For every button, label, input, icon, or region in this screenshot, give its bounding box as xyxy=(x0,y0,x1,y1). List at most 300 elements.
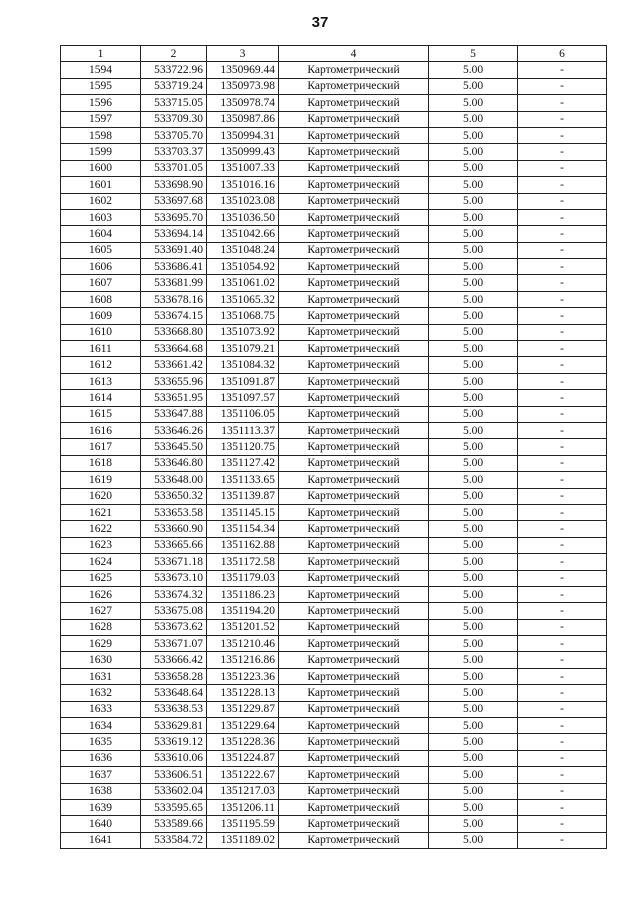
point-number-cell: 1637 xyxy=(61,767,141,783)
accuracy-cell: 5.00 xyxy=(429,406,518,422)
note-cell: - xyxy=(518,734,607,750)
accuracy-cell: 5.00 xyxy=(429,308,518,324)
note-cell: - xyxy=(518,390,607,406)
y-coordinate-cell: 1351179.03 xyxy=(207,570,279,586)
method-cell: Картометрический xyxy=(279,488,429,504)
x-coordinate-cell: 533665.66 xyxy=(141,537,207,553)
x-coordinate-cell: 533658.28 xyxy=(141,668,207,684)
note-cell: - xyxy=(518,750,607,766)
method-cell: Картометрический xyxy=(279,291,429,307)
accuracy-cell: 5.00 xyxy=(429,521,518,537)
accuracy-cell: 5.00 xyxy=(429,701,518,717)
method-cell: Картометрический xyxy=(279,439,429,455)
accuracy-cell: 5.00 xyxy=(429,636,518,652)
y-coordinate-cell: 1351036.50 xyxy=(207,209,279,225)
point-number-cell: 1619 xyxy=(61,472,141,488)
method-cell: Картометрический xyxy=(279,652,429,668)
method-cell: Картометрический xyxy=(279,570,429,586)
method-cell: Картометрический xyxy=(279,783,429,799)
accuracy-cell: 5.00 xyxy=(429,78,518,94)
method-cell: Картометрический xyxy=(279,832,429,848)
table-row xyxy=(61,521,607,537)
method-cell: Картометрический xyxy=(279,242,429,258)
accuracy-cell: 5.00 xyxy=(429,127,518,143)
method-cell: Картометрический xyxy=(279,734,429,750)
y-coordinate-cell: 1350999.43 xyxy=(207,144,279,160)
x-coordinate-cell: 533653.58 xyxy=(141,504,207,520)
method-cell: Картометрический xyxy=(279,685,429,701)
point-number-cell: 1608 xyxy=(61,291,141,307)
note-cell: - xyxy=(518,193,607,209)
point-number-cell: 1640 xyxy=(61,816,141,832)
x-coordinate-cell: 533722.96 xyxy=(141,62,207,78)
y-coordinate-cell: 1350969.44 xyxy=(207,62,279,78)
y-coordinate-cell: 1351229.87 xyxy=(207,701,279,717)
method-cell: Картометрический xyxy=(279,144,429,160)
accuracy-cell: 5.00 xyxy=(429,652,518,668)
table-row xyxy=(61,390,607,406)
note-cell: - xyxy=(518,357,607,373)
point-number-cell: 1597 xyxy=(61,111,141,127)
point-number-cell: 1595 xyxy=(61,78,141,94)
table-row xyxy=(61,275,607,291)
accuracy-cell: 5.00 xyxy=(429,554,518,570)
note-cell: - xyxy=(518,177,607,193)
table-row xyxy=(61,78,607,94)
note-cell: - xyxy=(518,324,607,340)
accuracy-cell: 5.00 xyxy=(429,455,518,471)
x-coordinate-cell: 533610.06 xyxy=(141,750,207,766)
note-cell: - xyxy=(518,422,607,438)
table-row xyxy=(61,193,607,209)
accuracy-cell: 5.00 xyxy=(429,685,518,701)
table-row xyxy=(61,701,607,717)
column-header: 3 xyxy=(207,46,279,62)
x-coordinate-cell: 533673.10 xyxy=(141,570,207,586)
x-coordinate-cell: 533673.62 xyxy=(141,619,207,635)
y-coordinate-cell: 1351222.67 xyxy=(207,767,279,783)
method-cell: Картометрический xyxy=(279,160,429,176)
x-coordinate-cell: 533638.53 xyxy=(141,701,207,717)
x-coordinate-cell: 533681.99 xyxy=(141,275,207,291)
y-coordinate-cell: 1351084.32 xyxy=(207,357,279,373)
note-cell: - xyxy=(518,95,607,111)
note-cell: - xyxy=(518,226,607,242)
y-coordinate-cell: 1350973.98 xyxy=(207,78,279,94)
note-cell: - xyxy=(518,718,607,734)
accuracy-cell: 5.00 xyxy=(429,373,518,389)
note-cell: - xyxy=(518,685,607,701)
method-cell: Картометрический xyxy=(279,504,429,520)
table-row xyxy=(61,816,607,832)
table-row xyxy=(61,422,607,438)
method-cell: Картометрический xyxy=(279,62,429,78)
point-number-cell: 1612 xyxy=(61,357,141,373)
note-cell: - xyxy=(518,783,607,799)
method-cell: Картометрический xyxy=(279,521,429,537)
point-number-cell: 1601 xyxy=(61,177,141,193)
x-coordinate-cell: 533703.37 xyxy=(141,144,207,160)
note-cell: - xyxy=(518,537,607,553)
accuracy-cell: 5.00 xyxy=(429,750,518,766)
method-cell: Картометрический xyxy=(279,127,429,143)
x-coordinate-cell: 533645.50 xyxy=(141,439,207,455)
point-number-cell: 1618 xyxy=(61,455,141,471)
y-coordinate-cell: 1351120.75 xyxy=(207,439,279,455)
point-number-cell: 1599 xyxy=(61,144,141,160)
accuracy-cell: 5.00 xyxy=(429,291,518,307)
method-cell: Картометрический xyxy=(279,799,429,815)
table-row xyxy=(61,570,607,586)
method-cell: Картометрический xyxy=(279,226,429,242)
table-row xyxy=(61,652,607,668)
column-header: 6 xyxy=(518,46,607,62)
accuracy-cell: 5.00 xyxy=(429,816,518,832)
accuracy-cell: 5.00 xyxy=(429,177,518,193)
x-coordinate-cell: 533678.16 xyxy=(141,291,207,307)
note-cell: - xyxy=(518,832,607,848)
accuracy-cell: 5.00 xyxy=(429,226,518,242)
accuracy-cell: 5.00 xyxy=(429,390,518,406)
x-coordinate-cell: 533666.42 xyxy=(141,652,207,668)
column-header: 5 xyxy=(429,46,518,62)
x-coordinate-cell: 533646.80 xyxy=(141,455,207,471)
accuracy-cell: 5.00 xyxy=(429,242,518,258)
point-number-cell: 1604 xyxy=(61,226,141,242)
method-cell: Картометрический xyxy=(279,308,429,324)
y-coordinate-cell: 1351201.52 xyxy=(207,619,279,635)
x-coordinate-cell: 533661.42 xyxy=(141,357,207,373)
method-cell: Картометрический xyxy=(279,701,429,717)
method-cell: Картометрический xyxy=(279,177,429,193)
note-cell: - xyxy=(518,504,607,520)
point-number-cell: 1607 xyxy=(61,275,141,291)
point-number-cell: 1598 xyxy=(61,127,141,143)
x-coordinate-cell: 533698.90 xyxy=(141,177,207,193)
x-coordinate-cell: 533655.96 xyxy=(141,373,207,389)
accuracy-cell: 5.00 xyxy=(429,570,518,586)
y-coordinate-cell: 1351106.05 xyxy=(207,406,279,422)
y-coordinate-cell: 1351127.42 xyxy=(207,455,279,471)
table-row xyxy=(61,619,607,635)
method-cell: Картометрический xyxy=(279,668,429,684)
table-row xyxy=(61,472,607,488)
note-cell: - xyxy=(518,406,607,422)
x-coordinate-cell: 533715.05 xyxy=(141,95,207,111)
note-cell: - xyxy=(518,111,607,127)
accuracy-cell: 5.00 xyxy=(429,357,518,373)
point-number-cell: 1602 xyxy=(61,193,141,209)
y-coordinate-cell: 1351229.64 xyxy=(207,718,279,734)
table-row xyxy=(61,685,607,701)
accuracy-cell: 5.00 xyxy=(429,603,518,619)
point-number-cell: 1636 xyxy=(61,750,141,766)
table-row xyxy=(61,832,607,848)
x-coordinate-cell: 533648.00 xyxy=(141,472,207,488)
accuracy-cell: 5.00 xyxy=(429,422,518,438)
note-cell: - xyxy=(518,603,607,619)
x-coordinate-cell: 533619.12 xyxy=(141,734,207,750)
accuracy-cell: 5.00 xyxy=(429,718,518,734)
table-row xyxy=(61,636,607,652)
accuracy-cell: 5.00 xyxy=(429,734,518,750)
table-row xyxy=(61,439,607,455)
point-number-cell: 1627 xyxy=(61,603,141,619)
table-header-row xyxy=(61,46,607,62)
x-coordinate-cell: 533651.95 xyxy=(141,390,207,406)
point-number-cell: 1611 xyxy=(61,341,141,357)
accuracy-cell: 5.00 xyxy=(429,95,518,111)
y-coordinate-cell: 1351054.92 xyxy=(207,259,279,275)
y-coordinate-cell: 1351133.65 xyxy=(207,472,279,488)
table-row xyxy=(61,226,607,242)
y-coordinate-cell: 1351195.59 xyxy=(207,816,279,832)
y-coordinate-cell: 1351023.08 xyxy=(207,193,279,209)
point-number-cell: 1621 xyxy=(61,504,141,520)
table-row xyxy=(61,718,607,734)
y-coordinate-cell: 1351223.36 xyxy=(207,668,279,684)
note-cell: - xyxy=(518,488,607,504)
accuracy-cell: 5.00 xyxy=(429,275,518,291)
method-cell: Картометрический xyxy=(279,586,429,602)
table-row xyxy=(61,668,607,684)
method-cell: Картометрический xyxy=(279,554,429,570)
method-cell: Картометрический xyxy=(279,373,429,389)
y-coordinate-cell: 1351228.13 xyxy=(207,685,279,701)
accuracy-cell: 5.00 xyxy=(429,160,518,176)
note-cell: - xyxy=(518,62,607,78)
note-cell: - xyxy=(518,144,607,160)
accuracy-cell: 5.00 xyxy=(429,832,518,848)
method-cell: Картометрический xyxy=(279,537,429,553)
note-cell: - xyxy=(518,816,607,832)
accuracy-cell: 5.00 xyxy=(429,324,518,340)
point-number-cell: 1631 xyxy=(61,668,141,684)
note-cell: - xyxy=(518,701,607,717)
point-number-cell: 1628 xyxy=(61,619,141,635)
accuracy-cell: 5.00 xyxy=(429,586,518,602)
point-number-cell: 1625 xyxy=(61,570,141,586)
table-row xyxy=(61,504,607,520)
x-coordinate-cell: 533674.15 xyxy=(141,308,207,324)
method-cell: Картометрический xyxy=(279,259,429,275)
point-number-cell: 1622 xyxy=(61,521,141,537)
y-coordinate-cell: 1350987.86 xyxy=(207,111,279,127)
x-coordinate-cell: 533719.24 xyxy=(141,78,207,94)
method-cell: Картометрический xyxy=(279,78,429,94)
point-number-cell: 1613 xyxy=(61,373,141,389)
point-number-cell: 1606 xyxy=(61,259,141,275)
note-cell: - xyxy=(518,308,607,324)
accuracy-cell: 5.00 xyxy=(429,62,518,78)
method-cell: Картометрический xyxy=(279,95,429,111)
method-cell: Картометрический xyxy=(279,111,429,127)
y-coordinate-cell: 1351216.86 xyxy=(207,652,279,668)
method-cell: Картометрический xyxy=(279,603,429,619)
table-row xyxy=(61,767,607,783)
method-cell: Картометрический xyxy=(279,636,429,652)
point-number-cell: 1633 xyxy=(61,701,141,717)
page-number: 37 xyxy=(311,14,329,31)
method-cell: Картометрический xyxy=(279,619,429,635)
method-cell: Картометрический xyxy=(279,816,429,832)
accuracy-cell: 5.00 xyxy=(429,259,518,275)
x-coordinate-cell: 533650.32 xyxy=(141,488,207,504)
note-cell: - xyxy=(518,668,607,684)
x-coordinate-cell: 533671.18 xyxy=(141,554,207,570)
y-coordinate-cell: 1351194.20 xyxy=(207,603,279,619)
accuracy-cell: 5.00 xyxy=(429,144,518,160)
method-cell: Картометрический xyxy=(279,472,429,488)
table-row xyxy=(61,127,607,143)
y-coordinate-cell: 1351172.58 xyxy=(207,554,279,570)
note-cell: - xyxy=(518,652,607,668)
accuracy-cell: 5.00 xyxy=(429,111,518,127)
note-cell: - xyxy=(518,373,607,389)
x-coordinate-cell: 533668.80 xyxy=(141,324,207,340)
method-cell: Картометрический xyxy=(279,324,429,340)
note-cell: - xyxy=(518,636,607,652)
x-coordinate-cell: 533646.26 xyxy=(141,422,207,438)
note-cell: - xyxy=(518,78,607,94)
table-row xyxy=(61,341,607,357)
table-row xyxy=(61,259,607,275)
table-row xyxy=(61,373,607,389)
note-cell: - xyxy=(518,127,607,143)
point-number-cell: 1641 xyxy=(61,832,141,848)
y-coordinate-cell: 1351113.37 xyxy=(207,422,279,438)
x-coordinate-cell: 533595.65 xyxy=(141,799,207,815)
point-number-cell: 1605 xyxy=(61,242,141,258)
x-coordinate-cell: 533709.30 xyxy=(141,111,207,127)
note-cell: - xyxy=(518,259,607,275)
point-number-cell: 1632 xyxy=(61,685,141,701)
x-coordinate-cell: 533691.40 xyxy=(141,242,207,258)
note-cell: - xyxy=(518,586,607,602)
point-number-cell: 1615 xyxy=(61,406,141,422)
note-cell: - xyxy=(518,799,607,815)
note-cell: - xyxy=(518,275,607,291)
y-coordinate-cell: 1351007.33 xyxy=(207,160,279,176)
y-coordinate-cell: 1351154.34 xyxy=(207,521,279,537)
accuracy-cell: 5.00 xyxy=(429,209,518,225)
point-number-cell: 1626 xyxy=(61,586,141,602)
table-row xyxy=(61,62,607,78)
x-coordinate-cell: 533648.64 xyxy=(141,685,207,701)
method-cell: Картометрический xyxy=(279,750,429,766)
method-cell: Картометрический xyxy=(279,455,429,471)
method-cell: Картометрический xyxy=(279,390,429,406)
point-number-cell: 1620 xyxy=(61,488,141,504)
table-row xyxy=(61,603,607,619)
column-header: 4 xyxy=(279,46,429,62)
point-number-cell: 1635 xyxy=(61,734,141,750)
method-cell: Картометрический xyxy=(279,341,429,357)
table-row xyxy=(61,324,607,340)
y-coordinate-cell: 1351042.66 xyxy=(207,226,279,242)
note-cell: - xyxy=(518,160,607,176)
table-row xyxy=(61,177,607,193)
y-coordinate-cell: 1351206.11 xyxy=(207,799,279,815)
y-coordinate-cell: 1351061.02 xyxy=(207,275,279,291)
method-cell: Картометрический xyxy=(279,422,429,438)
point-number-cell: 1634 xyxy=(61,718,141,734)
accuracy-cell: 5.00 xyxy=(429,537,518,553)
y-coordinate-cell: 1351145.15 xyxy=(207,504,279,520)
x-coordinate-cell: 533701.05 xyxy=(141,160,207,176)
y-coordinate-cell: 1350994.31 xyxy=(207,127,279,143)
table-row xyxy=(61,455,607,471)
method-cell: Картометрический xyxy=(279,209,429,225)
method-cell: Картометрический xyxy=(279,357,429,373)
point-number-cell: 1600 xyxy=(61,160,141,176)
y-coordinate-cell: 1351048.24 xyxy=(207,242,279,258)
method-cell: Картометрический xyxy=(279,275,429,291)
y-coordinate-cell: 1351162.88 xyxy=(207,537,279,553)
y-coordinate-cell: 1350978.74 xyxy=(207,95,279,111)
point-number-cell: 1594 xyxy=(61,62,141,78)
y-coordinate-cell: 1351073.92 xyxy=(207,324,279,340)
y-coordinate-cell: 1351079.21 xyxy=(207,341,279,357)
point-number-cell: 1630 xyxy=(61,652,141,668)
table-row xyxy=(61,537,607,553)
table-row xyxy=(61,554,607,570)
table-row xyxy=(61,406,607,422)
x-coordinate-cell: 533697.68 xyxy=(141,193,207,209)
note-cell: - xyxy=(518,472,607,488)
x-coordinate-cell: 533589.66 xyxy=(141,816,207,832)
table-row xyxy=(61,357,607,373)
point-number-cell: 1623 xyxy=(61,537,141,553)
point-number-cell: 1603 xyxy=(61,209,141,225)
x-coordinate-cell: 533647.88 xyxy=(141,406,207,422)
coordinates-table xyxy=(60,45,607,849)
table-row xyxy=(61,783,607,799)
note-cell: - xyxy=(518,242,607,258)
table-row xyxy=(61,799,607,815)
point-number-cell: 1610 xyxy=(61,324,141,340)
table-row xyxy=(61,144,607,160)
x-coordinate-cell: 533584.72 xyxy=(141,832,207,848)
note-cell: - xyxy=(518,767,607,783)
x-coordinate-cell: 533694.14 xyxy=(141,226,207,242)
x-coordinate-cell: 533674.32 xyxy=(141,586,207,602)
note-cell: - xyxy=(518,209,607,225)
x-coordinate-cell: 533606.51 xyxy=(141,767,207,783)
y-coordinate-cell: 1351189.02 xyxy=(207,832,279,848)
accuracy-cell: 5.00 xyxy=(429,619,518,635)
table-row xyxy=(61,308,607,324)
accuracy-cell: 5.00 xyxy=(429,783,518,799)
y-coordinate-cell: 1351186.23 xyxy=(207,586,279,602)
x-coordinate-cell: 533671.07 xyxy=(141,636,207,652)
accuracy-cell: 5.00 xyxy=(429,193,518,209)
x-coordinate-cell: 533660.90 xyxy=(141,521,207,537)
note-cell: - xyxy=(518,341,607,357)
note-cell: - xyxy=(518,619,607,635)
y-coordinate-cell: 1351016.16 xyxy=(207,177,279,193)
point-number-cell: 1629 xyxy=(61,636,141,652)
table-row xyxy=(61,209,607,225)
accuracy-cell: 5.00 xyxy=(429,668,518,684)
point-number-cell: 1616 xyxy=(61,422,141,438)
table-row xyxy=(61,111,607,127)
x-coordinate-cell: 533629.81 xyxy=(141,718,207,734)
y-coordinate-cell: 1351097.57 xyxy=(207,390,279,406)
table-row xyxy=(61,95,607,111)
method-cell: Картометрический xyxy=(279,193,429,209)
table-row xyxy=(61,488,607,504)
